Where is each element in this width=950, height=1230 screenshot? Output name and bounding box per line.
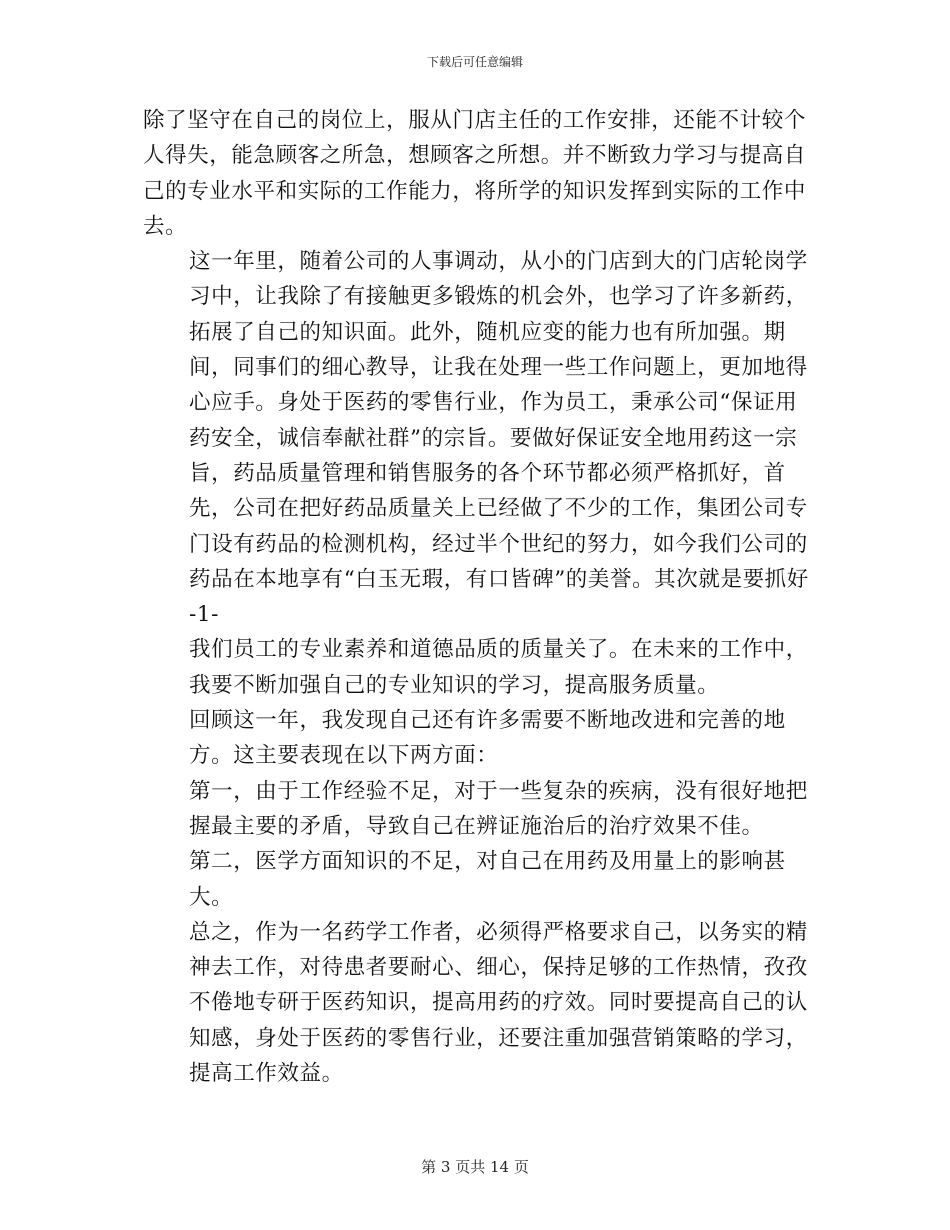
paragraph-professional-quality: 我们员工的专业素养和道德品质的质量关了。在未来的工作中，我要不断加强自己的专业知识的学习，提高服务质量。 <box>189 637 808 698</box>
paragraph-first-point: 第一，由于工作经验不足，对于一些复杂的疾病，没有很好地把握最主要的矛盾，导致自己在辨证施治后的治疗效果不佳。 <box>189 778 808 839</box>
inner-page-marker: -1- <box>189 602 220 628</box>
document-body <box>143 103 815 1091</box>
paragraph-continued: 除了坚守在自己的岗位上，服从门店主任的工作安排，还能不计较个人得失，能急顾客之所急，想顾客之所想。并不断致力学习与提高自己的专业水平和实际的工作能力，将所学的知识发挥到实际的工作中去。 <box>143 108 807 239</box>
page-header: 下载后可任意编辑 <box>426 55 523 69</box>
paragraph-second-point: 第二，医学方面知识的不足，对自己在用药及用量上的影响甚大。 <box>189 849 786 910</box>
paragraph-shortcomings-intro: 回顾这一年，我发现自己还有许多需要不断地改进和完善的地方。这主要表现在以下两方面： <box>189 708 786 769</box>
paragraph-conclusion: 总之，作为一名药学工作者，必须得严格要求自己，以务实的精神去工作，对待患者要耐心、细心，保持足够的工作热情，孜孜不倦地专研于医药知识，提高用药的疗效。同时要提高自己的认知感，身处于医药的零售行业，还要注重加强营销策略的学习，提高工作效益。 <box>189 919 808 1087</box>
paragraph-year-review: 这一年里，随着公司的人事调动，从小的门店到大的门店轮岗学习中，让我除了有接触更多锻炼的机会外，也学习了许多新药，拓展了自己的知识面。此外，随机应变的能力也有所加强。期间，同事们的细心教导，让我在处理一些工作问题上，更加地得心应手。身处于医药的零售行业，作为员工，秉承公司“保证用药安全，诚信奉献社群”的宗旨。要做好保证安全地用药这一宗旨，药品质量管理和销售服务的各个环节都必须严格抓好，首先，公司在把好药品质量关上已经做了不少的工作，集团公司专门设有药品的检测机构，经过半个世纪的努力，如今我们公司的药品在本地享有“白玉无瑕，有口皆碑”的美誉。其次就是要抓好 <box>189 249 809 592</box>
page-footer: 第 3 页共 14 页 <box>421 1158 529 1176</box>
